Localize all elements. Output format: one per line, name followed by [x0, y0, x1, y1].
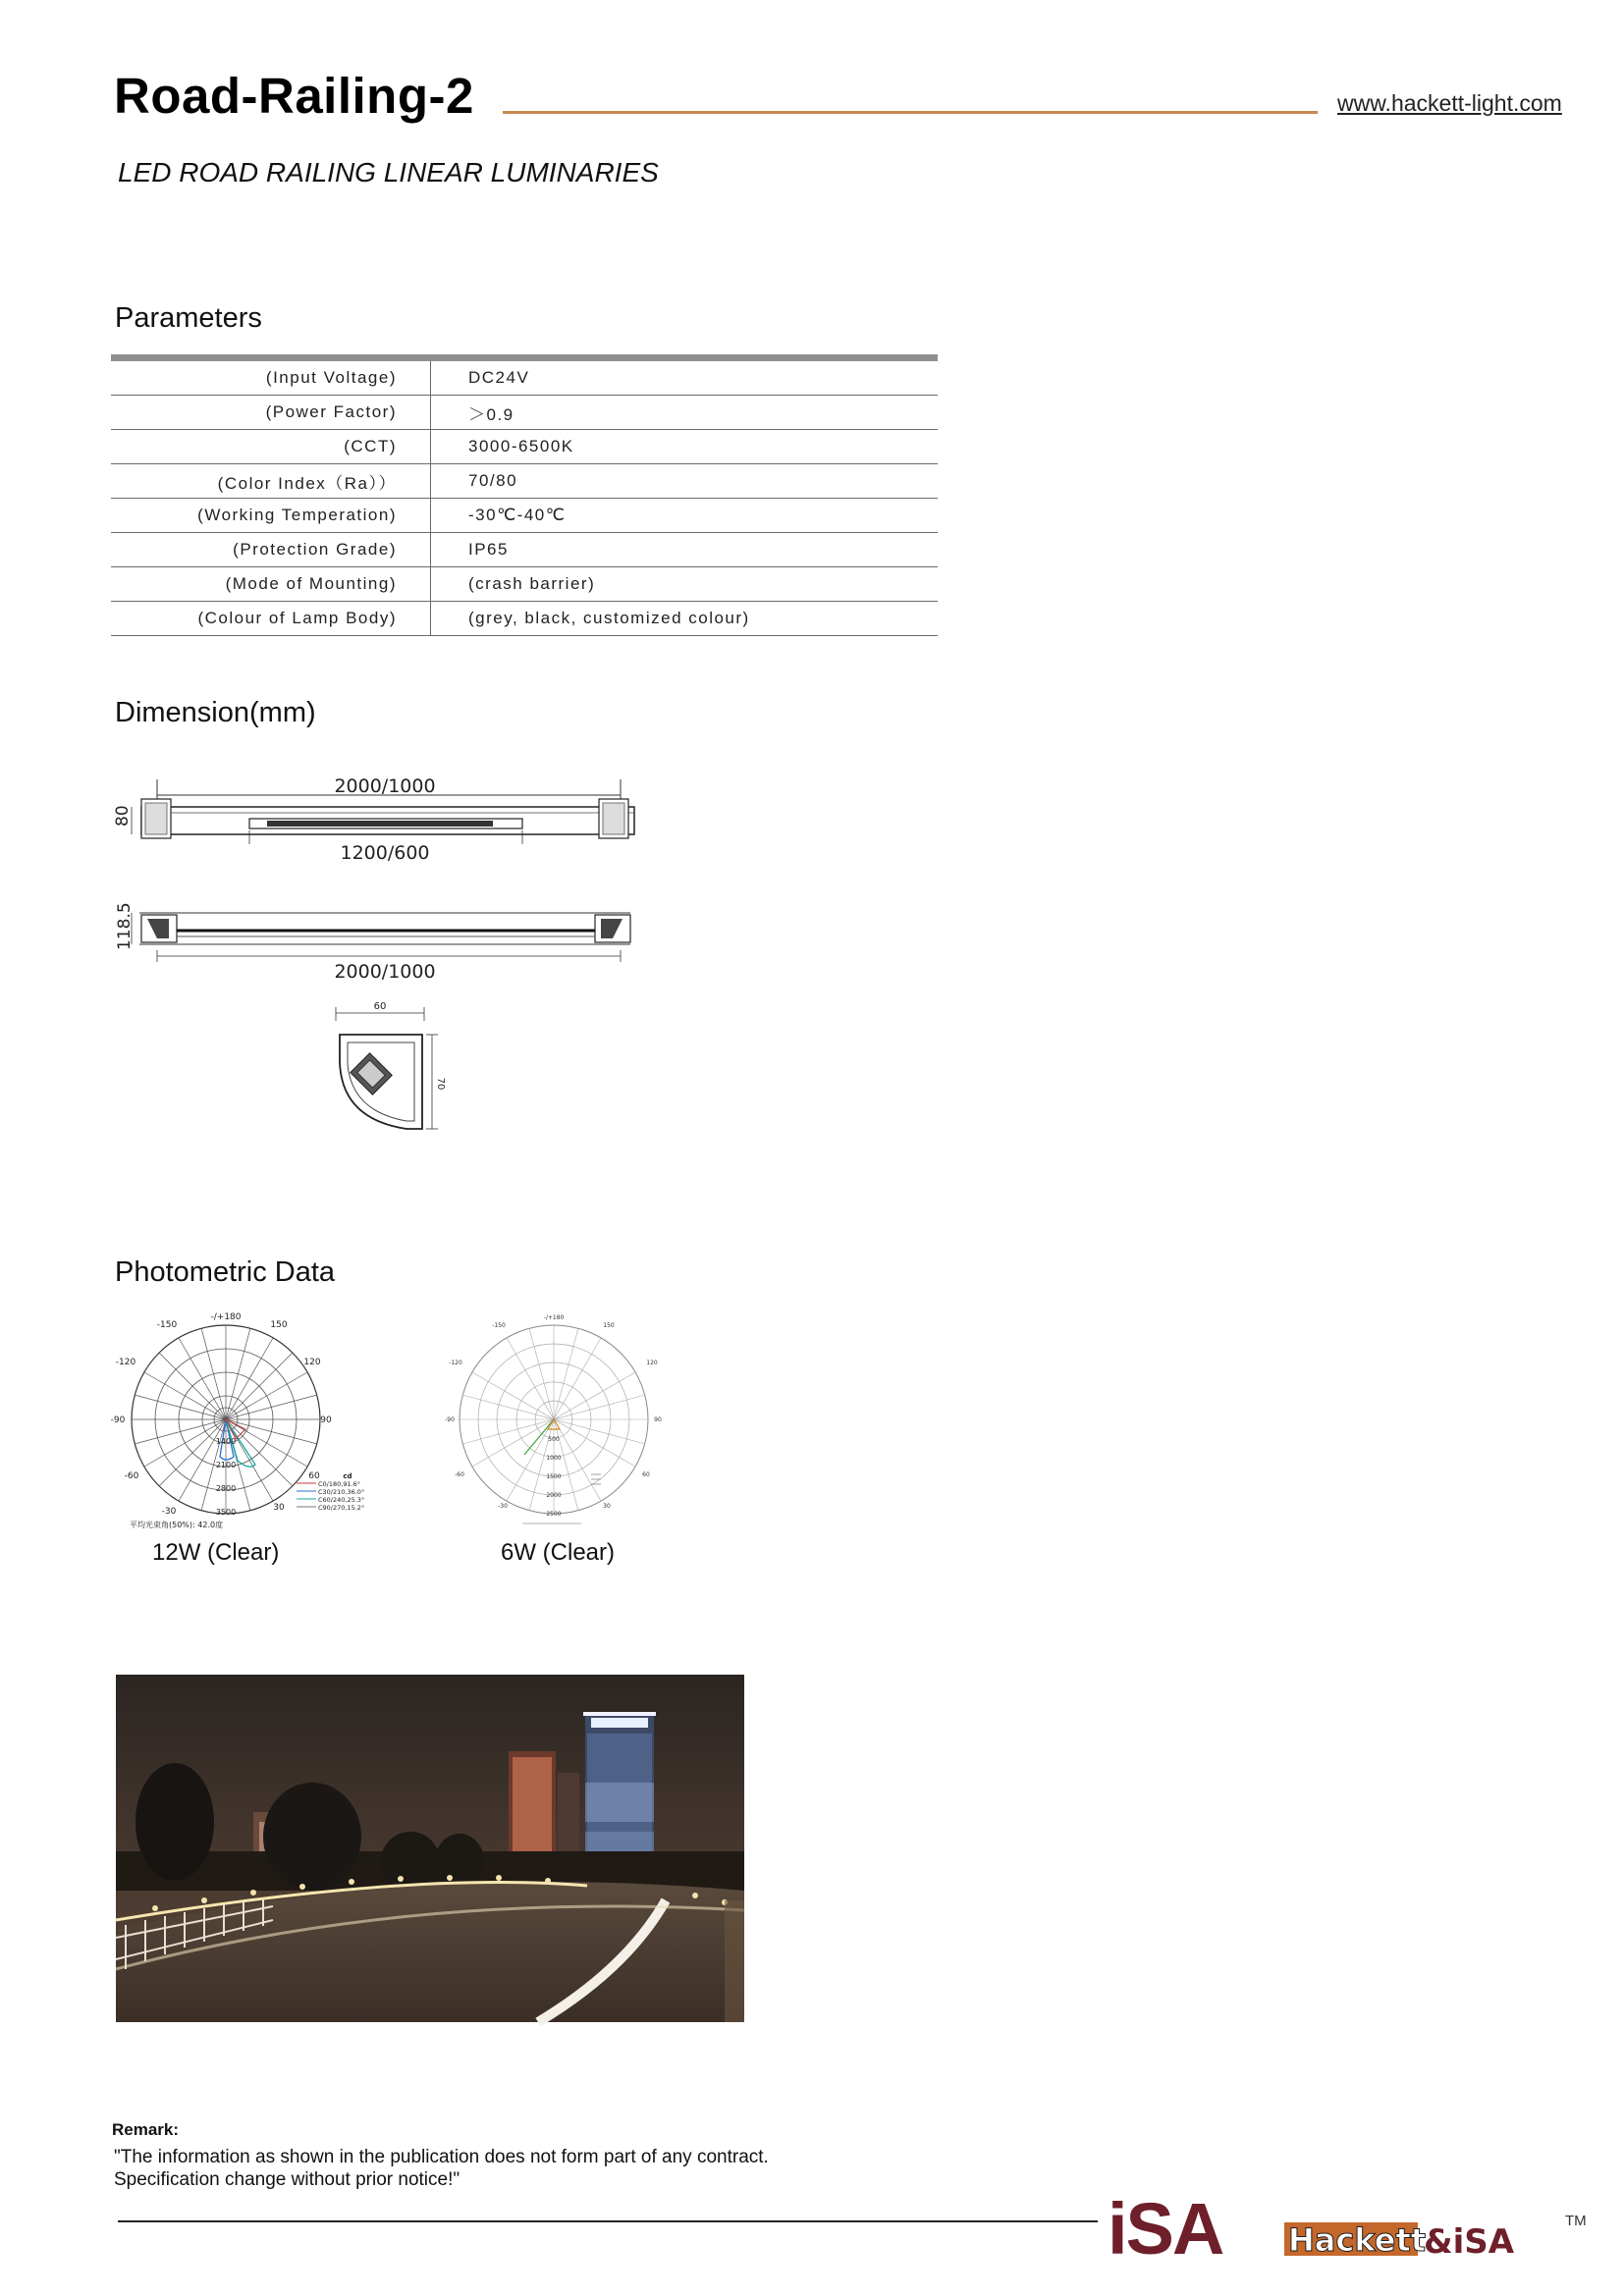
- param-key: (Working Temperation): [111, 499, 431, 532]
- beam-angle-note: 平均光束角(50%): 42.0度: [130, 1521, 224, 1529]
- ring-label: 1400: [215, 1437, 237, 1446]
- remark-text-line-2: Specification change without prior notice!": [114, 2169, 460, 2190]
- angle-label: -120: [115, 1358, 136, 1367]
- trademark-mark: TM: [1565, 2213, 1587, 2229]
- ring-label: 1000: [546, 1455, 562, 1462]
- hackett-isa-logo: [1284, 2220, 1569, 2260]
- angle-label: -60: [455, 1471, 464, 1478]
- road-night-photo: [116, 1675, 744, 2022]
- page-title: Road-Railing-2: [114, 68, 474, 124]
- inner-length-label: 1200/600: [340, 842, 430, 864]
- table-row: [111, 430, 938, 464]
- section-width-label: 60: [373, 1001, 387, 1012]
- table-row: [111, 361, 938, 396]
- legend-entry: C30/210,36.0°: [318, 1488, 365, 1496]
- ring-label: 3500: [215, 1508, 237, 1517]
- angle-label: -30: [498, 1503, 508, 1510]
- title-divider: [503, 111, 1318, 114]
- website-link[interactable]: www.hackett-light.com: [1337, 90, 1562, 116]
- page-subtitle: LED ROAD RAILING LINEAR LUMINARIES: [118, 157, 659, 187]
- angle-label: -150: [492, 1322, 506, 1329]
- parameters-heading: Parameters: [115, 302, 262, 334]
- table-row: [111, 533, 938, 567]
- angle-label: -30: [161, 1507, 177, 1517]
- hackett-wordmark: Hackett: [1288, 2221, 1427, 2259]
- angle-label: -/+180: [543, 1314, 565, 1321]
- ring-label: 2800: [215, 1484, 237, 1493]
- angle-label: -150: [156, 1320, 178, 1330]
- remark-text-line-1: "The information as shown in the publication does not form part of any contract.: [114, 2147, 769, 2167]
- side-view-drawing: [110, 893, 640, 982]
- angle-label: 120: [646, 1360, 658, 1366]
- ring-label: 2500: [546, 1511, 562, 1518]
- chart-caption-6w: 6W (Clear): [501, 1539, 616, 1566]
- param-value: ＞0.9: [468, 404, 514, 424]
- ring-label: 500: [548, 1436, 560, 1443]
- section-view-drawing: [326, 999, 444, 1137]
- angle-label: -/+180: [210, 1312, 242, 1322]
- section-height-label: 70: [435, 1077, 446, 1091]
- param-value: DC24V: [468, 368, 530, 387]
- angle-label: 30: [273, 1503, 285, 1513]
- param-value: 70/80: [468, 471, 518, 490]
- legend-entry: C60/240,25.3°: [318, 1496, 365, 1504]
- photometric-heading: Photometric Data: [115, 1256, 336, 1288]
- ring-label: 1500: [546, 1473, 562, 1480]
- footer-divider: [118, 2220, 1098, 2222]
- top-height-label: 80: [113, 805, 133, 827]
- polar-chart-6w: [444, 1309, 699, 1535]
- angle-label: -90: [445, 1416, 455, 1423]
- angle-label: 30: [603, 1503, 611, 1510]
- isa-wordmark: &iSA: [1424, 2222, 1515, 2262]
- param-key: (Mode of Mounting): [111, 567, 431, 601]
- angle-label: 150: [270, 1320, 288, 1330]
- param-key: (Power Factor): [111, 396, 431, 429]
- param-key: (Colour of Lamp Body): [111, 602, 431, 635]
- angle-label: 90: [320, 1415, 332, 1425]
- table-row: [111, 464, 938, 499]
- angle-label: -120: [449, 1360, 462, 1366]
- angle-label: 90: [654, 1416, 662, 1423]
- top-length-label: 2000/1000: [334, 775, 436, 797]
- side-height-label: 118.5: [115, 902, 135, 950]
- ring-label: 2000: [546, 1492, 562, 1499]
- isa-logo: iSA: [1108, 2188, 1223, 2269]
- angle-label: 120: [303, 1358, 321, 1367]
- table-row: [111, 567, 938, 602]
- param-value: IP65: [468, 540, 509, 559]
- angle-label: 60: [642, 1471, 650, 1478]
- table-row: [111, 602, 938, 636]
- legend-unit: cd: [343, 1472, 352, 1480]
- param-value: 3000-6500K: [468, 437, 574, 455]
- side-length-label: 2000/1000: [334, 961, 436, 983]
- parameters-table: [111, 354, 938, 636]
- table-row: [111, 499, 938, 533]
- angle-label: 60: [308, 1471, 320, 1481]
- param-key: (CCT): [111, 430, 431, 463]
- polar-chart-12w: [110, 1309, 405, 1535]
- param-key: (Input Voltage): [111, 361, 431, 395]
- chart-caption-12w: 12W (Clear): [152, 1539, 280, 1566]
- remark-label: Remark:: [112, 2120, 180, 2139]
- top-view-drawing: [110, 775, 640, 864]
- table-row: [111, 396, 938, 430]
- legend-entry: C0/180,91.6°: [318, 1480, 361, 1488]
- angle-label: 150: [603, 1322, 615, 1329]
- angle-label: -60: [124, 1471, 139, 1481]
- param-value: (grey, black, customized colour): [468, 609, 750, 627]
- param-value: -30℃-40℃: [468, 506, 567, 524]
- angle-label: -90: [110, 1415, 126, 1425]
- ring-label: 2100: [215, 1461, 237, 1469]
- param-key: (Color Index（Ra））: [111, 464, 431, 498]
- table-top-bar: [111, 354, 938, 361]
- param-key: (Protection Grade): [111, 533, 431, 566]
- legend-entry: C90/270,15.2°: [318, 1504, 365, 1512]
- param-value: (crash barrier): [468, 574, 596, 593]
- dimension-heading: Dimension(mm): [115, 697, 316, 728]
